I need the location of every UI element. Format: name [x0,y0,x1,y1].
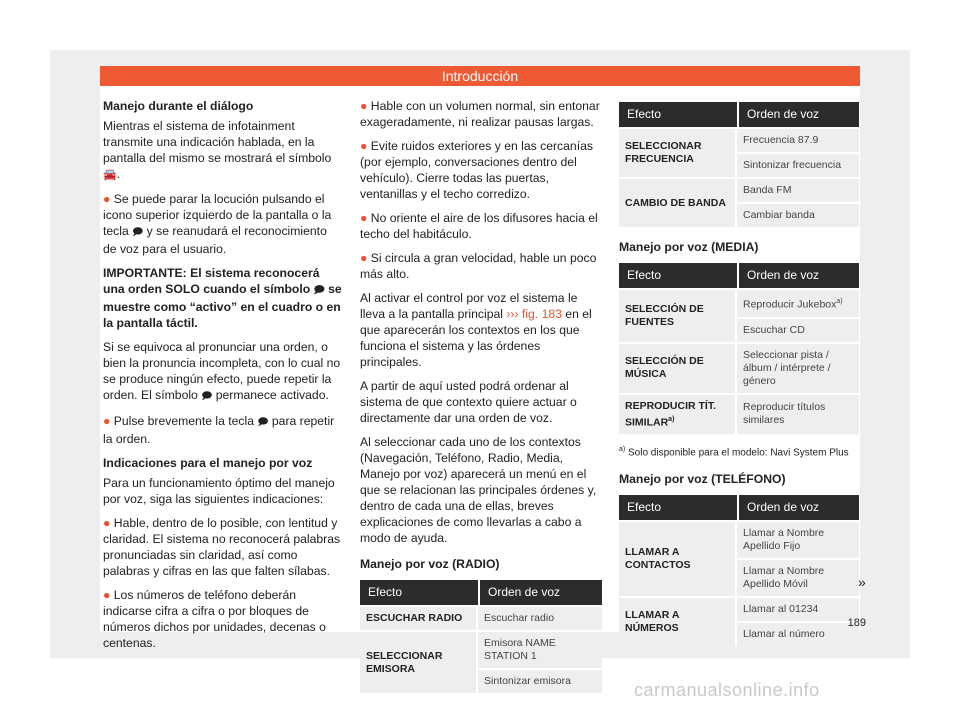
command-cell: Llamar al 01234 [737,598,859,621]
phone-table [619,493,859,648]
bullet-item [103,515,343,579]
column-header: Efecto [619,102,737,127]
table-header-row [360,580,602,605]
text: y se reanudará el reconocimiento de voz para el usuario. [103,224,327,256]
media-section-title: Manejo por voz (MEDIA) [619,240,759,254]
effect-cell: SELECCIÓN DE FUENTES [619,290,737,342]
effect-cell: LLAMAR A NÚMEROS [619,598,737,646]
text: Hable con un volumen normal, sin entonar exageradamente, ni realizar pausas largas. [360,99,600,129]
table-row [360,632,602,668]
column-header: Efecto [619,495,737,520]
table-row [619,129,859,152]
paragraph: Al seleccionar cada uno de los contextos (Navegación, Teléfono, Radio, Media, Manejo por voz) aparecerá un menú en el que se relacionan las principales órdenes y, dentro de cada una de ellas, breves explicaciones de como llevarlas a cabo a modo de ayuda. [360,435,597,545]
text: IMPORTANTE: El sistema reconocerá una orden SOLO cuando el símbolo [103,266,320,296]
text: Evite ruidos exteriores y en las cercanías (por ejemplo, conversaciones dentro del vehículo). Cierre todas las puertas, ventanillas y el techo corredizo. [360,139,593,201]
text: Se puede parar la locución pulsando el icono superior izquierdo de la pantalla o la tecla [103,192,332,238]
bullet-icon: ● [360,139,368,153]
column-header: Efecto [360,580,478,605]
command-cell: Sintonizar emisora [478,670,602,693]
page-header: Introducción [100,66,860,86]
table-row [619,290,859,317]
text: Si se equivoca al pronunciar una orden, o bien la pronuncia incompleta, con lo cual no se produce ningún efecto, puede repetir la orden. El símbolo [103,340,341,402]
command-cell: Llamar a Nombre Apellido Móvil [737,560,859,596]
car-screen-icon: 🚘 [103,169,117,181]
command-cell: Reproducir títulos similares [737,395,859,435]
footnote [619,442,859,461]
column-header: Orden de voz [737,263,859,288]
bullet-icon: ● [360,211,368,225]
text: Reproducir Jukebox [743,298,837,311]
page-number: 189 [847,617,866,629]
text: Los números de teléfono deberán indicarse cifra a cifra o por bloques de números dichos por unidades, decenas o centenas. [103,588,326,650]
effect-cell: CAMBIO DE BANDA [619,179,737,227]
heading-dialog: Manejo durante el diálogo [103,99,254,113]
command-cell: Escuchar CD [737,319,859,342]
watermark: carmanualsonline.info [634,680,820,700]
column-header: Orden de voz [737,102,859,127]
phone-section-title: Manejo por voz (TELÉFONO) [619,472,786,487]
bullet-item [103,413,343,447]
paragraph: Para un funcionamiento óptimo del manejo por voz, siga las siguientes indicaciones: [103,476,335,506]
table-header-row [619,263,859,288]
footnote-ref: a) [836,298,843,305]
bullet-item [360,210,602,242]
effect-cell: LLAMAR A CONTACTOS [619,522,737,596]
command-cell: Emisora NAME STATION 1 [478,632,602,668]
voice-control-icon: 🗩 [132,227,144,238]
paragraph: Mientras el sistema de infotainment transmite una indicación hablada, en la pantalla del mismo se mostrará el símbolo 🚘. [103,119,332,181]
command-cell [737,290,859,317]
table-row [619,179,859,202]
voice-control-icon: 🗩 [201,391,213,402]
important-note [103,265,343,331]
text: Pulse brevemente la tecla [113,414,254,428]
column-header: Orden de voz [737,495,859,520]
command-cell: Llamar al número [737,623,859,646]
table-row [619,522,859,558]
bullet-icon: ● [360,251,368,265]
effect-cell [619,395,737,435]
column-1 [103,98,343,659]
voice-control-icon: 🗩 [257,417,269,428]
heading-indications: Indicaciones para el manejo por voz [103,456,313,470]
bullet-item [103,587,343,651]
paragraph: A partir de aquí usted podrá ordenar al sistema de que contexto quiere actuar o directamente dar una orden de voz. [360,379,577,425]
paragraph [103,339,343,405]
table-row [360,607,602,630]
paragraph [360,290,602,370]
bullet-icon: ● [103,588,111,602]
command-cell: Frecuencia 87.9 [737,129,859,152]
text: REPRODUCIR TÍT. SIMILAR [625,399,717,428]
radio-table-continued [619,100,859,229]
voice-control-icon: 🗩 [313,285,325,296]
bullet-icon: ● [103,516,111,530]
column-3 [619,100,859,654]
radio-section-title: Manejo por voz (RADIO) [360,557,500,571]
command-cell: Seleccionar pista / álbum / intérprete / género [737,344,859,393]
table-row [619,344,859,393]
radio-table [360,578,602,695]
figure-link[interactable]: ››› fig. 183 [506,307,562,321]
table-header-row [619,102,859,127]
text: se muestre como “activo” en el cuadro o en la pantalla táctil. [103,282,342,330]
text: permanece activado. [215,388,329,402]
bullet-item [360,138,602,202]
command-cell: Banda FM [737,179,859,202]
effect-cell: SELECCIONAR EMISORA [360,632,478,693]
media-table [619,261,859,436]
footnote-mark: a) [619,446,626,453]
table-row [619,598,859,621]
effect-cell: ESCUCHAR RADIO [360,607,478,630]
bullet-icon: ● [103,192,111,206]
bullet-icon: ● [360,99,368,113]
continue-arrow-icon: » [858,574,866,590]
bullet-item [360,98,602,130]
text: Al activar el control por voz el sistema le lleva a la pantalla principal [360,291,578,321]
footnote-ref: a) [668,415,675,423]
column-header: Orden de voz [478,580,602,605]
text: Solo disponible para el modelo: Navi System Plus [628,447,849,459]
text: Mientras el sistema de infotainment transmite una indicación hablada, en la pantalla del mismo se mostrará el símbolo [103,119,332,165]
column-header: Efecto [619,263,737,288]
bullet-item [360,250,602,282]
bullet-item [103,191,343,257]
table-row [619,395,859,435]
text: Si circula a gran velocidad, hable un poco más alto. [360,251,597,281]
column-2 [360,98,602,701]
command-cell: Escuchar radio [478,607,602,630]
command-cell: Cambiar banda [737,204,859,227]
table-header-row [619,495,859,520]
effect-cell: SELECCIÓN DE MÚSICA [619,344,737,393]
bullet-icon: ● [103,414,111,428]
command-cell: Llamar a Nombre Apellido Fijo [737,522,859,558]
text: en el que aparecerán los contextos en los que funciona el sistema y las órdenes principales. [360,307,592,369]
text: Hable, dentro de lo posible, con lentitud y claridad. El sistema no reconocerá palabras pronunciadas sin claridad, así como palabras y cifras en las que falten sílabas. [103,516,341,578]
text: para repetir la orden. [103,414,335,446]
effect-cell: SELECCIONAR FRECUENCIA [619,129,737,177]
command-cell: Sintonizar frecuencia [737,154,859,177]
text: No oriente el aire de los difusores hacia el techo del habitáculo. [360,211,598,241]
